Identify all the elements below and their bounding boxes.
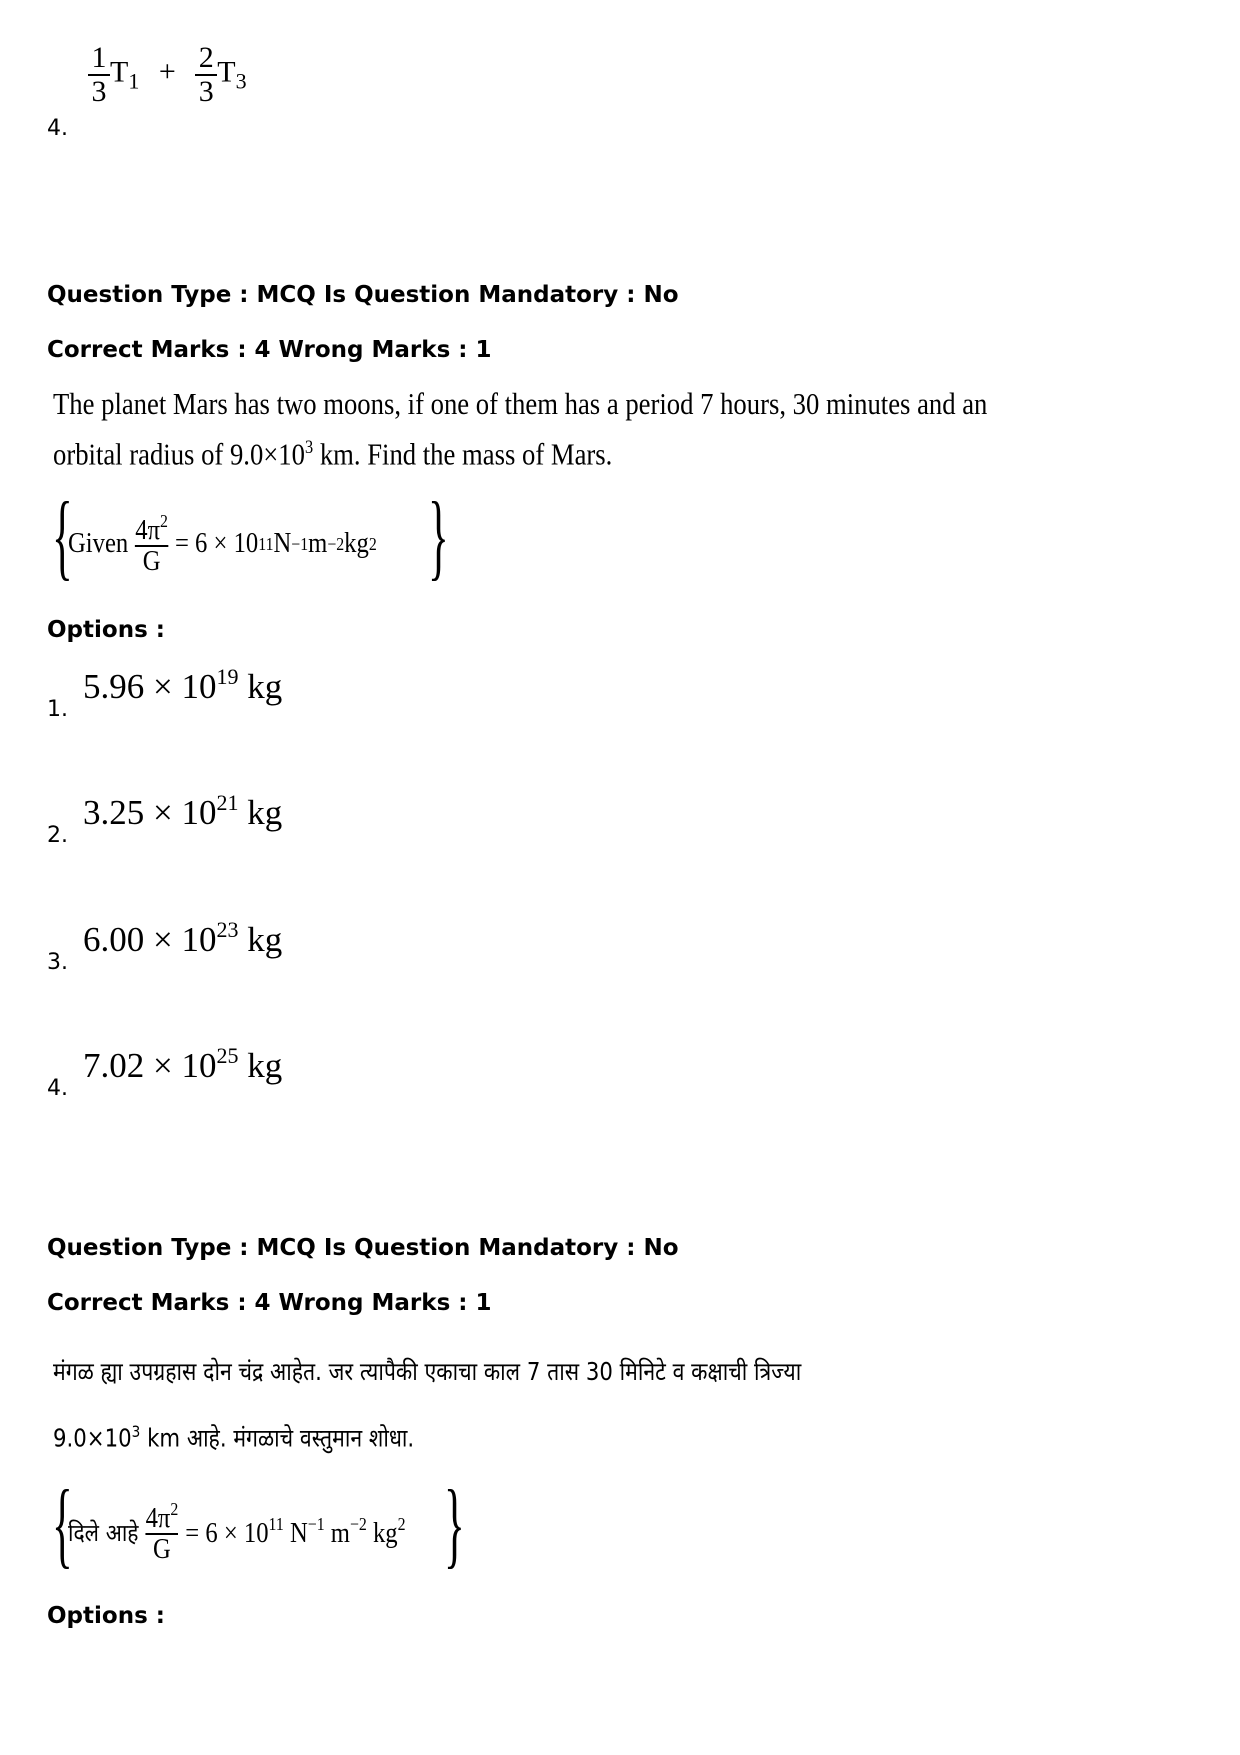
options-label: Options : — [47, 617, 165, 643]
marks-line: Correct Marks : 4 Wrong Marks : 1 — [47, 337, 492, 363]
plus-sign: + — [158, 55, 176, 89]
text-part: km आहे. मंगळाचे वस्तुमान शोधा. — [140, 1423, 415, 1453]
given-formula — [52, 482, 462, 590]
exponent: −2 — [327, 533, 345, 554]
question-text — [53, 382, 987, 476]
fraction-numerator: 4π — [145, 1502, 171, 1534]
exponent: 25 — [216, 1043, 239, 1068]
option-4-value[interactable] — [83, 1043, 282, 1086]
unit: kg — [238, 667, 283, 706]
rhs-part: N — [283, 1518, 308, 1549]
exponent: −1 — [307, 1514, 325, 1534]
exponent: −2 — [349, 1514, 367, 1534]
rhs-part: N — [273, 528, 292, 559]
rhs-part: kg — [344, 528, 369, 559]
fraction-denominator: 3 — [198, 74, 214, 108]
left-brace: { — [52, 482, 73, 589]
exponent: 2 — [160, 510, 168, 531]
exponent: 2 — [397, 1514, 406, 1534]
option-4-formula — [88, 42, 247, 107]
given-expression — [68, 494, 377, 594]
option-2-value[interactable] — [83, 790, 282, 833]
rhs-expression — [185, 1514, 405, 1550]
fraction-denominator: G — [153, 1534, 171, 1565]
given-label: दिले आहे — [68, 1518, 139, 1547]
question-type-line: Question Type : MCQ Is Question Mandatory : No — [47, 282, 679, 308]
question-text-line-1: The planet Mars has two moons, if one of them has a period 7 hours, 30 minutes and an — [53, 386, 988, 421]
rhs-part: = 6 × 10 — [174, 528, 259, 559]
rhs-part: = 6 × 10 — [185, 1518, 269, 1549]
right-brace: } — [428, 482, 449, 589]
rhs-part: kg — [366, 1518, 398, 1549]
mantissa: 7.02 × 10 — [83, 1046, 217, 1085]
question-text — [53, 1342, 801, 1468]
exponent: 23 — [216, 917, 239, 942]
exponent: 19 — [216, 664, 239, 689]
unit: kg — [238, 1046, 283, 1085]
exponent: −1 — [291, 533, 309, 554]
given-expression — [68, 1482, 406, 1582]
mantissa: 6.00 × 10 — [83, 920, 217, 959]
unit: kg — [238, 793, 283, 832]
marks-line: Correct Marks : 4 Wrong Marks : 1 — [47, 1290, 492, 1316]
exponent: 11 — [258, 533, 274, 554]
exponent: 11 — [268, 1514, 284, 1534]
right-brace: } — [444, 1470, 465, 1577]
subscript: 1 — [128, 68, 140, 94]
text-part: 9.0×10 — [53, 1423, 132, 1453]
given-label: Given — [68, 528, 129, 559]
question-type-line: Question Type : MCQ Is Question Mandatory : No — [47, 1235, 679, 1261]
fraction-numerator: 2 — [198, 41, 214, 74]
question-text-line-2 — [53, 1402, 801, 1468]
rhs-part: m — [308, 528, 328, 559]
left-brace: { — [52, 1470, 73, 1577]
option-number: 4. — [47, 116, 68, 141]
fraction-denominator: G — [142, 546, 161, 577]
mantissa: 5.96 × 10 — [83, 667, 217, 706]
exponent: 2 — [368, 533, 377, 554]
text-part: orbital radius of 9.0×10 — [53, 436, 305, 472]
option-number: 3. — [47, 950, 68, 975]
options-label: Options : — [47, 1603, 165, 1629]
fraction-denominator: 3 — [91, 74, 107, 108]
option-number: 1. — [47, 697, 68, 722]
exponent: 2 — [170, 1498, 179, 1519]
fraction-numerator: 4π — [135, 514, 161, 546]
option-1-value[interactable] — [83, 664, 282, 707]
mantissa: 3.25 × 10 — [83, 793, 217, 832]
exponent: 21 — [216, 790, 239, 815]
variable-t: T — [217, 55, 236, 89]
fraction-numerator: 1 — [91, 41, 107, 74]
subscript: 3 — [235, 68, 247, 94]
unit: kg — [238, 920, 283, 959]
text-part: km. Find the mass of Mars. — [313, 436, 613, 472]
exponent: 3 — [131, 1422, 141, 1441]
rhs-part: m — [324, 1518, 350, 1549]
option-number: 4. — [47, 1076, 68, 1101]
option-3-value[interactable] — [83, 917, 282, 960]
option-number: 2. — [47, 823, 68, 848]
question-text-line-2 — [53, 426, 987, 476]
variable-t: T — [110, 55, 129, 89]
question-text-line-1: मंगळ ह्या उपग्रहास दोन चंद्र आहेत. जर त्यापैकी एकाचा काल 7 तास 30 मिनिटे व कक्षाची त्रिज्या — [53, 1357, 802, 1386]
exponent: 3 — [304, 437, 314, 458]
given-formula — [52, 1470, 482, 1578]
